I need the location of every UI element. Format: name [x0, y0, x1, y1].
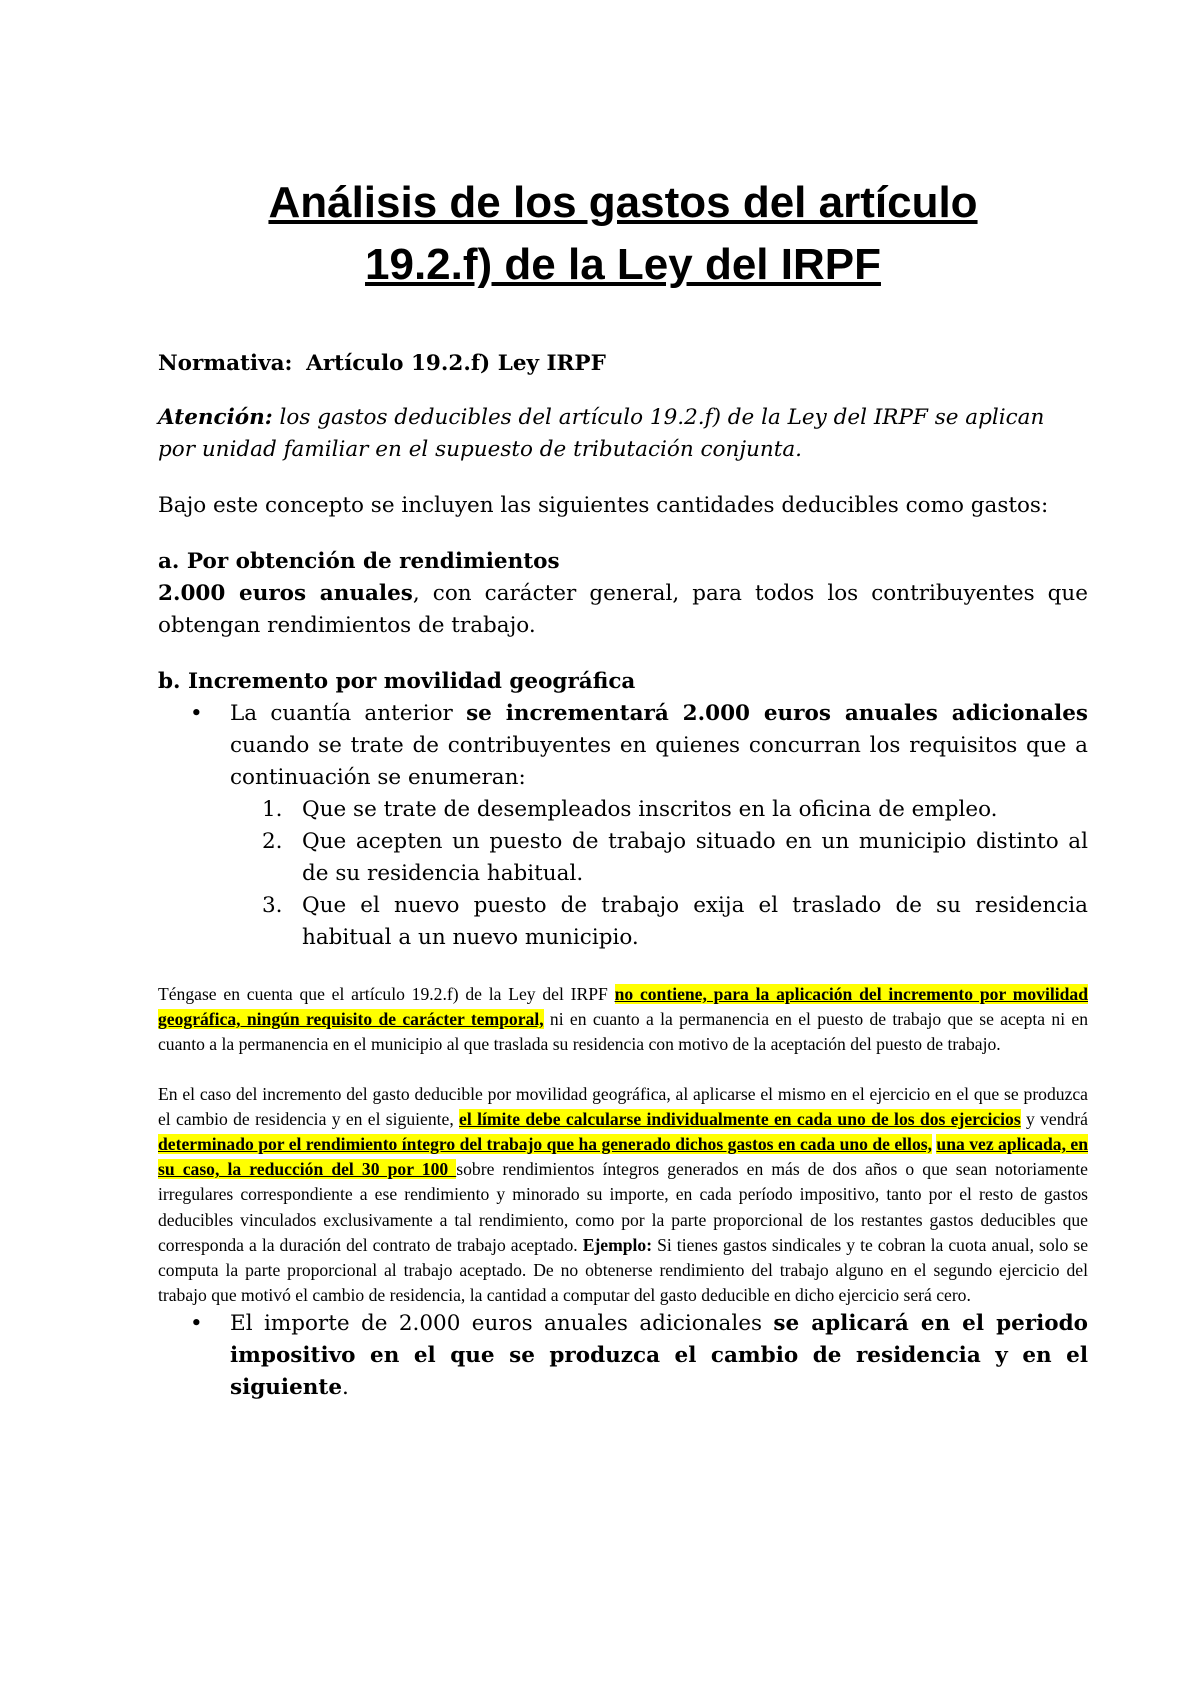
- bullet-pre: La cuantía anterior: [230, 701, 467, 726]
- normativa-value: Artículo 19.2.f) Ley IRPF: [306, 351, 606, 376]
- note1-post: ni en cuanto a la permanencia en el puesto de trabajo que se acepta ni en cuanto a la permanencia en el municipio al que traslada su residencia con motivo de la aceptación del puesto de trabajo.: [158, 1009, 1088, 1055]
- note-temporal: [158, 982, 1088, 1058]
- title-line-2: 19.2.f) de la Ley del IRPF: [365, 240, 881, 289]
- final-post: .: [342, 1375, 349, 1401]
- section-a-text: , con carácter general, para todos los contribuyentes que obtengan rendimientos de trabajo.: [158, 581, 1088, 638]
- note2-pre: En el caso del incremento del gasto deducible por movilidad geográfica, al aplicarse el mismo en el ejercicio en el que se produzca el cambio de residencia y en el siguiente,: [158, 1083, 1088, 1129]
- section-a-amount: 2.000 euros anuales: [158, 581, 413, 606]
- list-item: [158, 698, 1088, 954]
- section-a-body: [158, 578, 1088, 642]
- note2-mid-3: sobre rendimientos íntegros generados en más de dos años o que sean notoriamente irregulares correspondiente a ese rendimiento y minorado su importe, en cada período impositivo, tanto por el resto de gastos deducibles vinculados exclusivamente a tal rendimiento, como por la parte proporcional de los restantes gastos deducibles que corresponda a la duración del contrato de trabajo aceptado.: [158, 1159, 1088, 1255]
- final-bold: se aplicará en el periodo impositivo en el que se produzca el cambio de residencia y en el siguiente: [230, 1311, 1088, 1401]
- atencion-label: Atención:: [158, 405, 273, 430]
- requisito-item: [230, 826, 1088, 890]
- final-pre: El importe de 2.000 euros anuales adicionales: [230, 1311, 774, 1337]
- bullet-glyph: •: [190, 1311, 203, 1337]
- requisito-text: Que se trate de desempleados inscritos en la oficina de empleo.: [302, 797, 998, 822]
- note1-pre: Téngase en cuenta que el artículo 19.2.f) de la Ley del IRPF: [158, 984, 615, 1004]
- note2-post: Si tienes gastos sindicales y te cobran la cuota anual, solo se computa la parte proporcional al trabajo aceptado. De no obtenerse rendimiento del trabajo alguno en el segundo ejercicio del trabajo que motivó el cambio de residencia, la cantidad a computar del gasto deducible en dicho ejercicio será cero.: [158, 1234, 1089, 1306]
- requisitos-list: [230, 794, 1088, 954]
- ejemplo-label: Ejemplo:: [582, 1234, 653, 1255]
- note1-highlight: no contiene, para la aplicación del incremento por movilidad geográfica, ningún requisito de carácter temporal,: [158, 984, 1088, 1030]
- atencion-text: los gastos deducibles del artículo 19.2.f) de la Ley del IRPF se aplican por unidad familiar en el supuesto de tributación conjunta.: [158, 405, 1045, 462]
- section-a-heading: [158, 546, 1088, 578]
- requisito-item: [230, 794, 1088, 826]
- normativa-label: Normativa:: [158, 351, 293, 376]
- bullet-bold: se incrementará 2.000 euros anuales adicionales: [466, 701, 1089, 726]
- atencion-paragraph: [158, 402, 1088, 466]
- section-b-bullets: [158, 698, 1088, 954]
- final-bullets: [158, 1308, 1088, 1404]
- note2-highlight-2: determinado por el rendimiento íntegro del trabajo que ha generado dichos gastos en cada uno de ellos,: [158, 1134, 932, 1155]
- note-limite: [158, 1082, 1088, 1309]
- normativa-line: [158, 348, 1088, 380]
- section-b-heading-text: b. Incremento por movilidad geográfica: [158, 669, 636, 694]
- bullet-post: cuando se trate de contribuyentes en quienes concurran los requisitos que a continuación se enumeran:: [230, 733, 1088, 790]
- document-title: [158, 172, 1088, 296]
- requisito-text: Que acepten un puesto de trabajo situado en un municipio distinto al de su residencia habitual.: [302, 829, 1088, 886]
- section-b-heading: [158, 666, 1088, 698]
- note2-highlight-1: el límite debe calcularse individualmente en cada uno de los dos ejercicios: [459, 1108, 1021, 1129]
- intro-paragraph: Bajo este concepto se incluyen las siguientes cantidades deducibles como gastos:: [158, 493, 1049, 518]
- requisito-number: 3.: [262, 893, 283, 918]
- bullet-glyph: •: [190, 701, 203, 726]
- requisito-number: 2.: [262, 829, 283, 854]
- requisito-text: Que el nuevo puesto de trabajo exija el traslado de su residencia habitual a un nuevo municipio.: [302, 893, 1088, 950]
- note2-mid-1: y vendrá: [1020, 1108, 1088, 1129]
- document-body: [158, 172, 1088, 1404]
- requisito-item: [230, 890, 1088, 954]
- title-line-1: Análisis de los gastos del artículo: [268, 178, 978, 227]
- section-a-heading-text: a. Por obtención de rendimientos: [158, 549, 560, 574]
- requisito-number: 1.: [262, 797, 283, 822]
- list-item: [158, 1308, 1088, 1404]
- note2-highlight-3: una vez aplicada, en su caso, la reducción del 30 por 100: [158, 1134, 1088, 1180]
